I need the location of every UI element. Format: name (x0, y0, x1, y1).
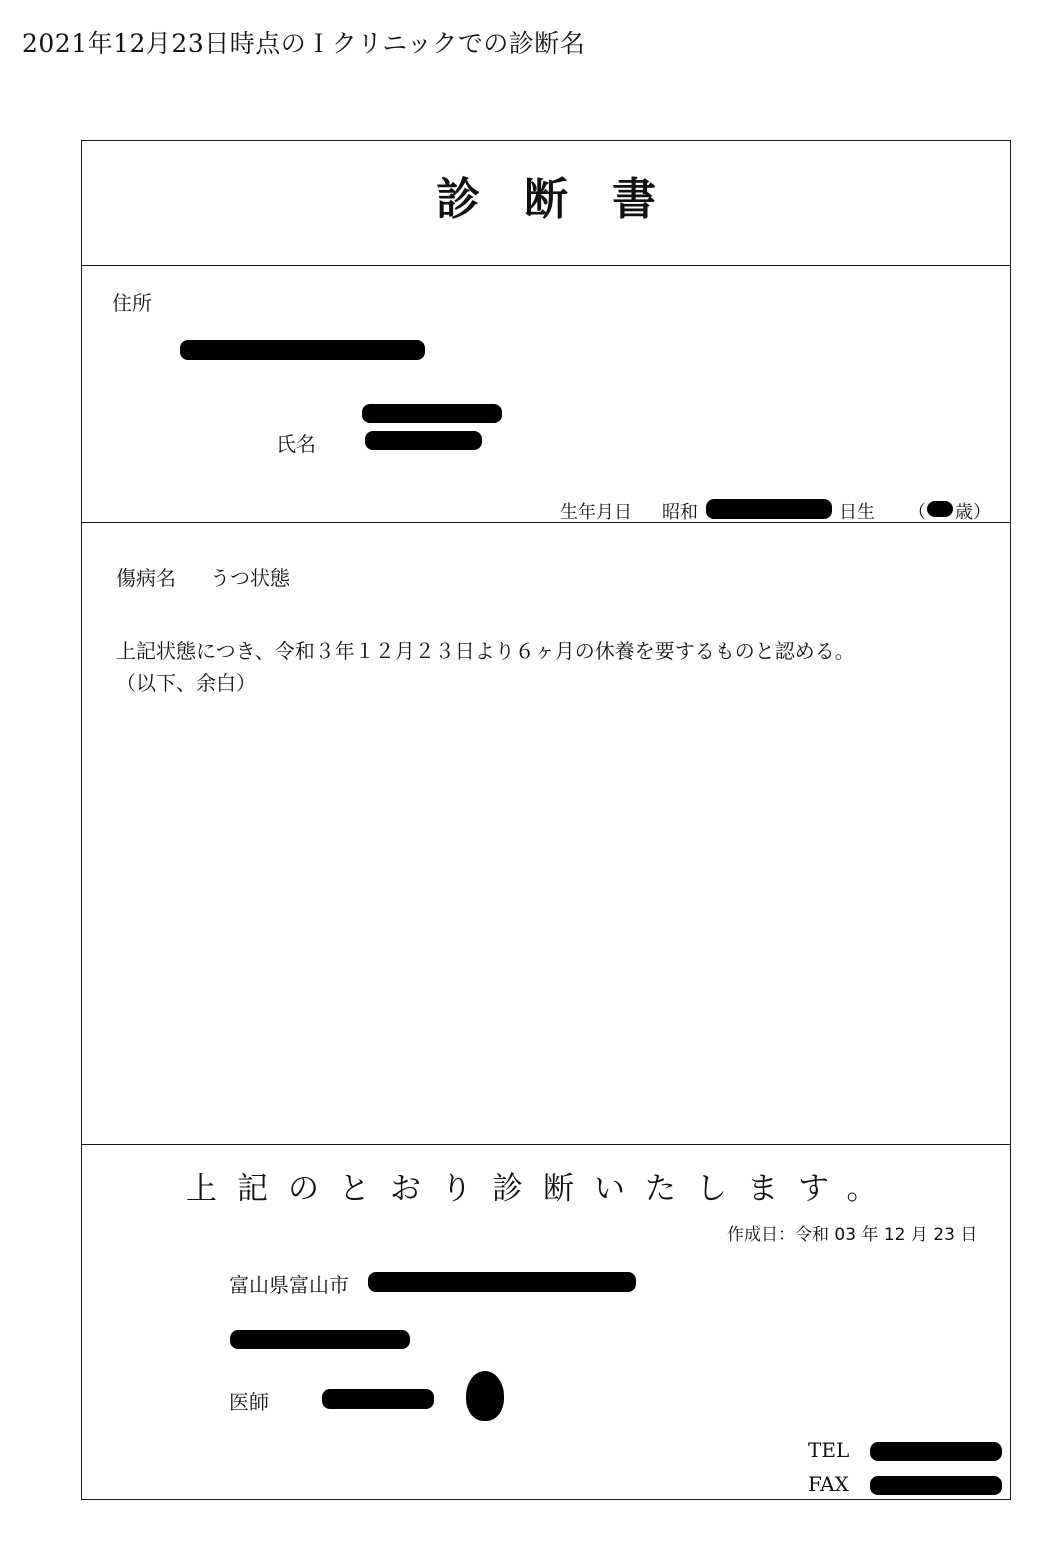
redacted-seal (466, 1371, 504, 1421)
redacted-tel (870, 1442, 1002, 1461)
address-label: 住所 (112, 291, 152, 315)
divider (82, 265, 1010, 266)
issue-date: 作成日：令和 03 年 12 月 23 日 (727, 1225, 978, 1245)
confirmation-statement: 上記のとおり診断いたします。 (186, 1171, 898, 1207)
redacted-clinic-name (230, 1330, 410, 1349)
redacted-birth-date (706, 499, 832, 519)
certificate-title: 診断書 (436, 174, 700, 225)
tel-label: TEL (808, 1438, 850, 1462)
redacted-age (927, 501, 953, 517)
age-open-paren: （ (908, 502, 926, 523)
redacted-fax (870, 1476, 1002, 1495)
document-caption: 2021年12月23日時点のＩクリニックでの診断名 (22, 29, 586, 58)
era-showa: 昭和 (662, 502, 698, 523)
redacted-name (365, 431, 482, 450)
age-unit: 歳） (955, 502, 991, 523)
redacted-name-kana (362, 404, 502, 423)
doctor-label: 医師 (229, 1390, 269, 1414)
divider (82, 1144, 1010, 1145)
name-label: 氏名 (276, 432, 316, 456)
clinic-address: 富山県富山市 (229, 1273, 349, 1297)
redacted-address (180, 340, 425, 360)
medical-certificate (81, 140, 1011, 1500)
fax-label: FAX (808, 1472, 849, 1496)
birth-suffix: 日生 (839, 502, 875, 523)
certificate-body: 上記状態につき、令和３年１２月２３日より６ヶ月の休養を要するものと認める。 (116, 639, 855, 663)
disease-name: うつ状態 (210, 566, 290, 590)
blank-below-note: （以下、余白） (116, 671, 256, 695)
redacted-clinic-address (368, 1272, 636, 1292)
birth-date-label: 生年月日 (560, 502, 632, 523)
divider (82, 522, 1010, 523)
disease-label: 傷病名 (116, 566, 176, 590)
redacted-doctor-name (322, 1389, 434, 1409)
